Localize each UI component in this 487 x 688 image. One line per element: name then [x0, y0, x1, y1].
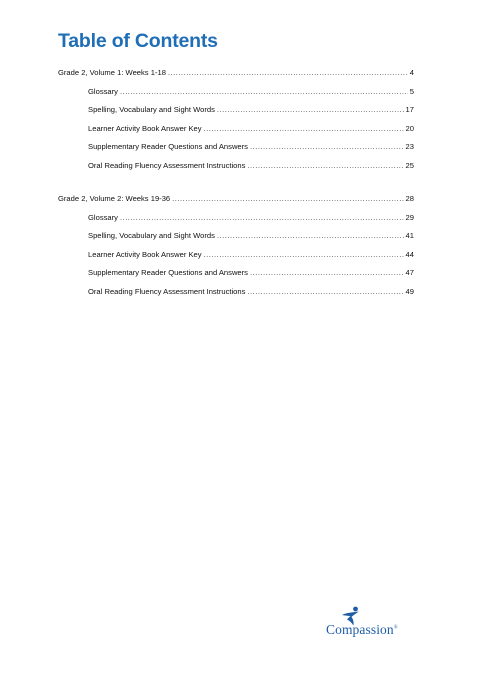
toc-entry-volume-1[interactable] — [58, 64, 414, 83]
toc-entry-label: Supplementary Reader Questions and Answers — [88, 142, 248, 151]
toc-entry-label: Spelling, Vocabulary and Sight Words — [88, 105, 215, 114]
toc-entry-volume-2[interactable] — [58, 190, 414, 209]
toc-entry-v1-oral-reading[interactable] — [58, 157, 414, 176]
toc-dot-leader — [217, 227, 404, 246]
toc-entry-label: Glossary — [88, 86, 118, 96]
toc-dot-leader — [168, 64, 408, 83]
toc-entry-v1-glossary[interactable] — [58, 83, 414, 102]
toc-dot-leader — [247, 283, 403, 302]
toc-entry-v2-answer-key[interactable] — [58, 246, 414, 265]
toc-entry-page: 23 — [405, 142, 414, 151]
toc-entry-v1-answer-key[interactable] — [58, 120, 414, 139]
toc-entry-page: 25 — [405, 160, 414, 170]
toc-entry-v2-oral-reading[interactable] — [58, 283, 414, 302]
toc-entry-v2-supplementary-reader[interactable] — [58, 264, 414, 283]
toc-entry-label: Glossary — [88, 212, 118, 222]
toc-entry-page: 29 — [405, 212, 414, 222]
toc-entry-label: Learner Activity Book Answer Key — [88, 249, 202, 259]
toc-entry-label: Oral Reading Fluency Assessment Instructions — [88, 160, 246, 170]
toc-group-volume-1 — [58, 64, 414, 175]
toc-dot-leader — [204, 246, 404, 265]
toc-dot-leader — [120, 209, 404, 228]
compassion-wordmark: Compassion® — [326, 622, 398, 637]
toc-entry-page: 28 — [405, 194, 414, 203]
toc-entry-label: Grade 2, Volume 1: Weeks 1-18 — [58, 68, 166, 77]
toc-dot-leader — [250, 138, 404, 157]
toc-entry-page: 20 — [405, 123, 414, 133]
toc-dot-leader — [217, 101, 404, 120]
toc-dot-leader — [204, 120, 404, 139]
toc-dot-leader — [247, 157, 403, 176]
toc-entry-page: 4 — [409, 68, 414, 77]
toc-entry-label: Learner Activity Book Answer Key — [88, 123, 202, 133]
toc-entry-v2-glossary[interactable] — [58, 209, 414, 228]
toc-entry-label: Grade 2, Volume 2: Weeks 19-36 — [58, 194, 171, 203]
toc-entry-page: 49 — [405, 286, 414, 296]
toc-entry-page: 44 — [405, 249, 414, 259]
toc-dot-leader — [172, 190, 403, 209]
toc-entry-page: 5 — [409, 86, 414, 96]
toc-entry-label: Oral Reading Fluency Assessment Instructions — [88, 286, 246, 296]
toc-group-volume-2 — [58, 190, 414, 301]
toc-entry-label: Spelling, Vocabulary and Sight Words — [88, 231, 215, 240]
toc-entry-page: 47 — [405, 268, 414, 277]
toc-entry-label: Supplementary Reader Questions and Answers — [88, 268, 248, 277]
table-of-contents — [58, 64, 414, 301]
toc-entry-page: 17 — [405, 105, 414, 114]
toc-entry-v2-spelling[interactable] — [58, 227, 414, 246]
toc-entry-v1-spelling[interactable] — [58, 101, 414, 120]
page-title: Table of Contents — [58, 30, 218, 52]
toc-dot-leader — [120, 83, 408, 102]
toc-dot-leader — [250, 264, 404, 283]
toc-entry-v1-supplementary-reader[interactable] — [58, 138, 414, 157]
toc-entry-page: 41 — [405, 231, 414, 240]
compassion-logo — [326, 606, 424, 646]
